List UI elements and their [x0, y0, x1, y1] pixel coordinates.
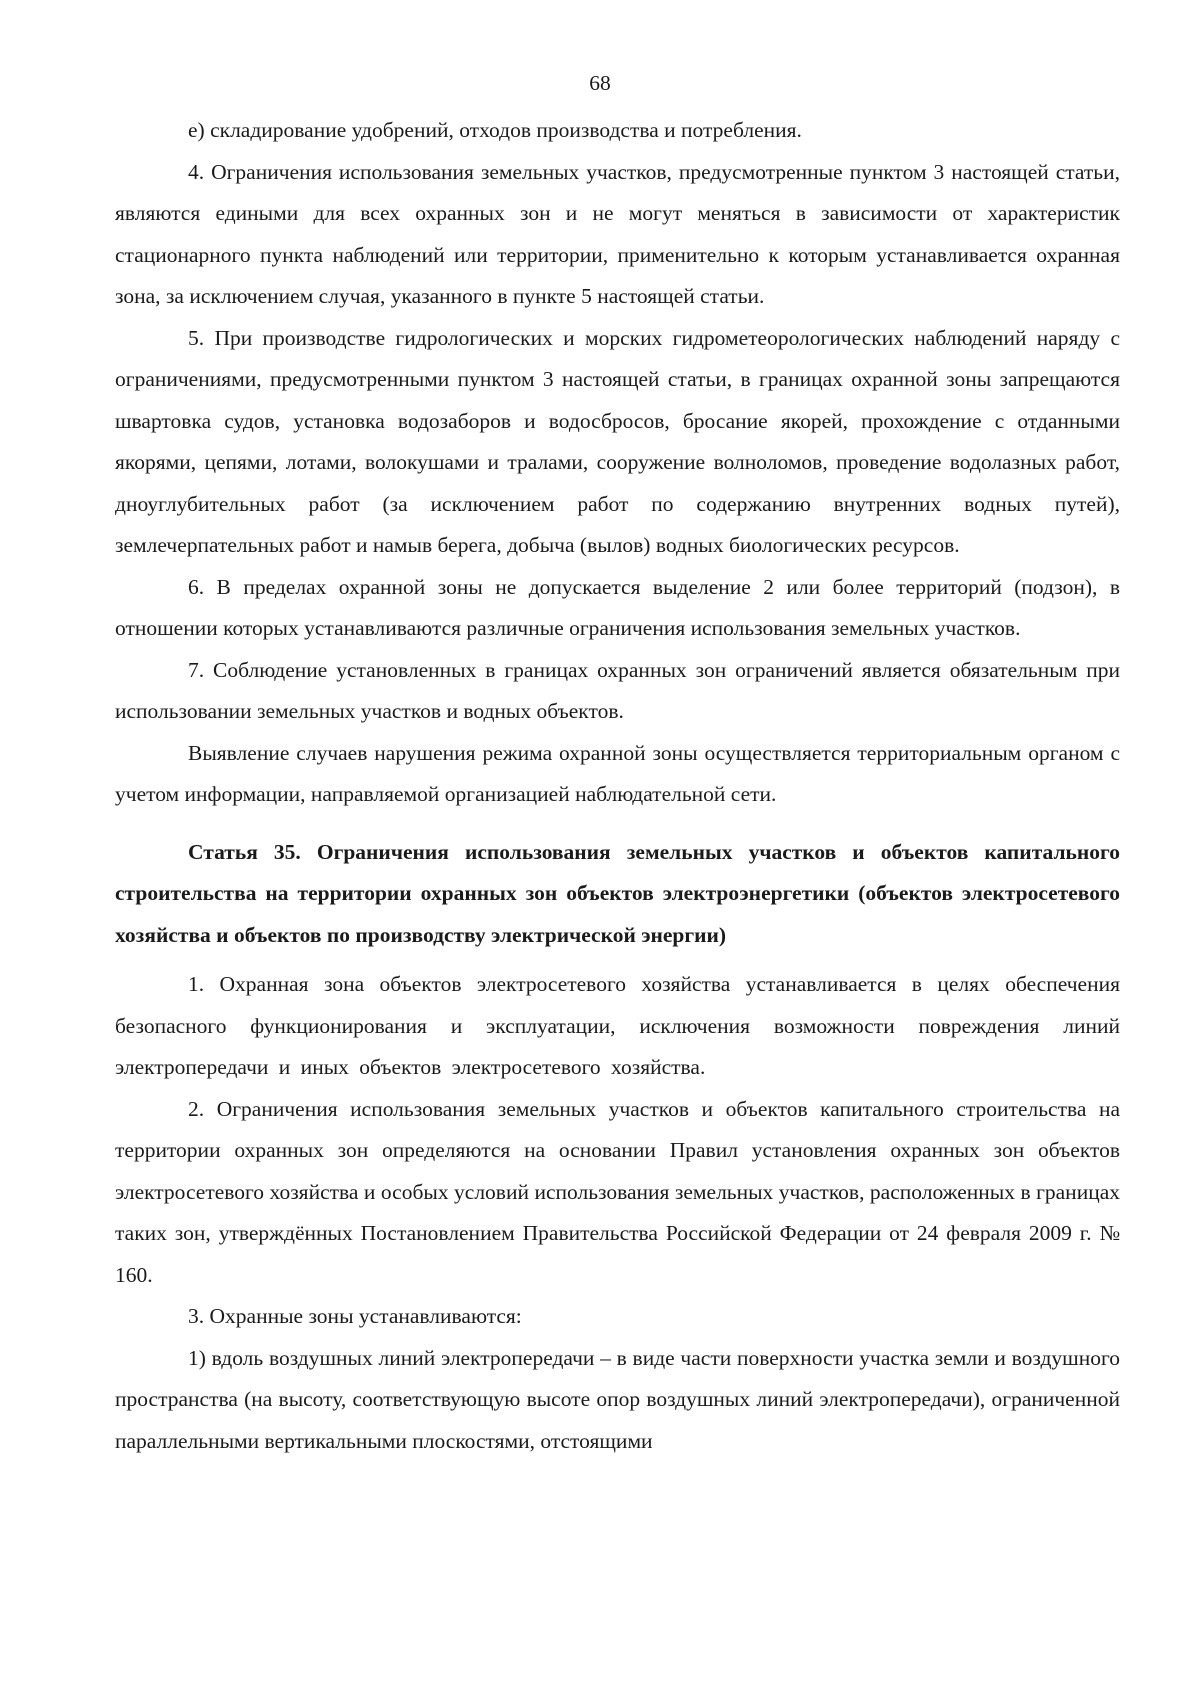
paragraph-6: 6. В пределах охранной зоны не допускается выделение 2 или более территорий (подзон), в отношении которых устанавливаются различные ограничения использования земельных участков.: [115, 574, 1120, 640]
paragraph-article-3-1: 1) вдоль воздушных линий электропередачи – в виде части поверхности участка земли и воздушного пространства (на высоту, соответствующую высоте опор воздушных линий электропередачи), ограниченной параллельными вертикальными плоскостями, отстоящими: [115, 1345, 1120, 1453]
article-heading: Статья 35. Ограничения использования земельных участков и объектов капитального строительства на территории охранных зон объектов электроэнергетики (объектов электросетевого хозяйства и объектов по производству электрической энергии): [115, 839, 1120, 947]
paragraph-7: 7. Соблюдение установленных в границах охранных зон ограничений является обязательным при использовании земельных участков и водных объектов.: [115, 657, 1120, 723]
document-body: [115, 110, 1120, 1462]
page-number: 68: [589, 71, 611, 95]
paragraph-article-2: 2. Ограничения использования земельных участков и объектов капитального строительства на территории охранных зон определяются на основании Правил установления охранных зон объектов электросетевого хозяйства и особых условий использования земельных участков, расположенных в границах таких зон, утверждённых Постановлением Правительства Российской Федерации от 24 февраля 2009 г. № 160.: [115, 1096, 1120, 1287]
paragraph-item-e: е) складирование удобрений, отходов производства и потребления.: [188, 118, 802, 142]
paragraph-5: 5. При производстве гидрологических и морских гидрометеорологических наблюдений наряду с ограничениями, предусмотренными пунктом 3 настоящей статьи, в границах охранной зоны запрещаются швартовка судов, установка водозаборов и водосбросов, бросание якорей, прохождение с отданными якорями, цепями, лотами, волокушами и тралами, сооружение волноломов, проведение водолазных работ, дноуглубительных работ (за исключением работ по содержанию внутренних водных путей), землечерпательных работ и намыв берега, добыча (вылов) водных биологических ресурсов.: [115, 325, 1120, 557]
paragraph-4: 4. Ограничения использования земельных участков, предусмотренные пунктом 3 настоящей статьи, являются едиными для всех охранных зон и не могут меняться в зависимости от характеристик стационарного пункта наблюдений или территории, применительно к которым устанавливается охранная зона, за исключением случая, указанного в пункте 5 настоящей статьи.: [115, 159, 1120, 308]
paragraph-violations: Выявление случаев нарушения режима охранной зоны осуществляется территориальным органом с учетом информации, направляемой организацией наблюдательной сети.: [115, 740, 1120, 806]
paragraph-article-1: 1. Охранная зона объектов электросетевого хозяйства устанавливается в целях обеспечения безопасного функционирования и эксплуатации, исключения возможности повреждения линий электропередачи и иных объектов электросетевого хозяйства.: [115, 972, 1120, 1079]
paragraph-article-3: 3. Охранные зоны устанавливаются:: [188, 1304, 522, 1328]
